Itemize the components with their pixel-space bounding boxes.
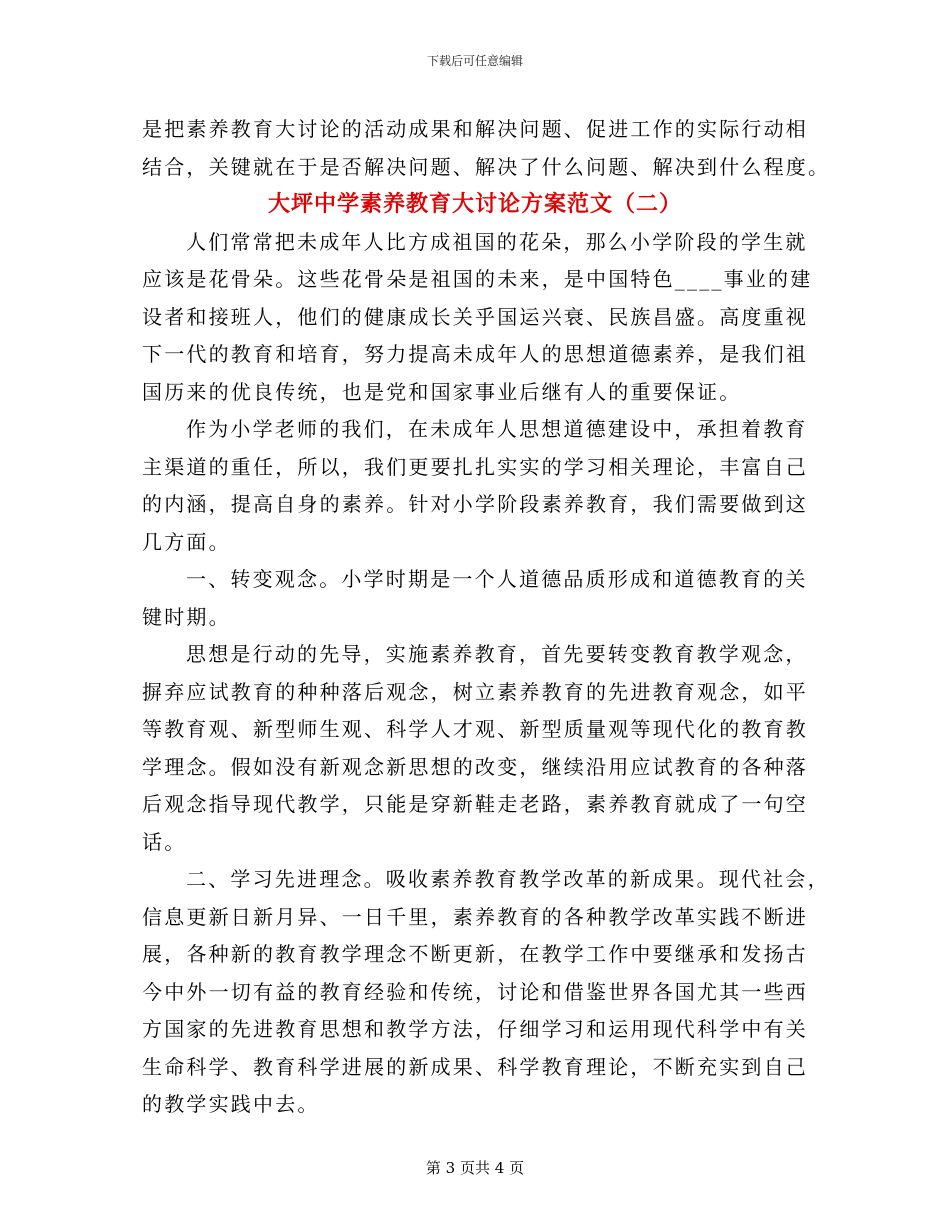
text-line: 摒弃应试教育的种种落后观念，树立素养教育的先进教育观念，如平 (142, 679, 808, 704)
text-line: 设者和接班人，他们的健康成长关乎国运兴衰、民族昌盛。高度重视 (142, 304, 808, 329)
text-line: 应该是花骨朵。这些花骨朵是祖国的未来，是中国特色____事业的建 (142, 267, 813, 291)
section-title: 大坪中学素养教育大讨论方案范文（二） (267, 191, 682, 217)
text-line: 下一代的教育和培育，努力提高未成年人的思想道德素养，是我们祖 (142, 342, 808, 366)
text-line: 的内涵，提高自身的素养。针对小学阶段素养教育，我们需要做到这 (142, 492, 808, 516)
text-line: 话。 (142, 829, 187, 854)
document-body (142, 111, 831, 1124)
text-line: 后观念指导现代教学，只能是穿新鞋走老路，素养教育就成了一句空 (142, 792, 808, 816)
text-line: 作为小学老师的我们，在未成年人思想道德建设中，承担着教育 (186, 417, 808, 441)
text-line: 等教育观、新型师生观、科学人才观、新型质量观等现代化的教育教 (142, 717, 808, 741)
text-line: 今中外一切有益的教育经验和传统，讨论和借鉴世界各国尤其一些西 (142, 979, 808, 1004)
text-line: 生命科学、教育科学进展的新成果、科学教育理论，不断充实到自己 (142, 1054, 808, 1079)
text-line: 信息更新日新月异、一日千里，素养教育的各种教学改革实践不断进 (142, 904, 808, 929)
text-line: 思想是行动的先导，实施素养教育，首先要转变教育教学观念， (186, 642, 808, 666)
text-line: 主渠道的重任，所以，我们更要扎扎实实的学习相关理论，丰富自己 (142, 454, 808, 479)
text-line: 二、学习先进理念。吸收素养教育教学改革的新成果。现代社会， (186, 867, 830, 891)
text-line: 人们常常把未成年人比方成祖国的花朵，那么小学阶段的学生就 (186, 229, 808, 254)
text-line: 几方面。 (142, 529, 231, 554)
text-line: 学理念。假如没有新观念新思想的改变，继续沿用应试教育的各种落 (142, 754, 808, 779)
text-line: 的教学实践中去。 (142, 1092, 320, 1116)
text-line: 国历来的优良传统，也是党和国家事业后继有人的重要保证。 (142, 379, 742, 404)
text-line: 展，各种新的教育教学理念不断更新，在教学工作中要继承和发扬古 (142, 942, 808, 966)
text-line: 结合，关键就在于是否解决问题、解决了什么问题、解决到什么程度。 (142, 154, 831, 179)
text-line: 一、转变观念。小学时期是一个人道德品质形成和道德教育的关 (186, 567, 808, 591)
page-header: 下载后可任意编辑 (426, 54, 523, 68)
text-line: 方国家的先进教育思想和教学方法，仔细学习和运用现代科学中有关 (142, 1017, 808, 1041)
text-line: 键时期。 (142, 604, 231, 629)
page-number: 第 3 页共 4 页 (425, 1159, 525, 1177)
text-line: 是把素养教育大讨论的活动成果和解决问题、促进工作的实际行动相 (142, 117, 808, 141)
